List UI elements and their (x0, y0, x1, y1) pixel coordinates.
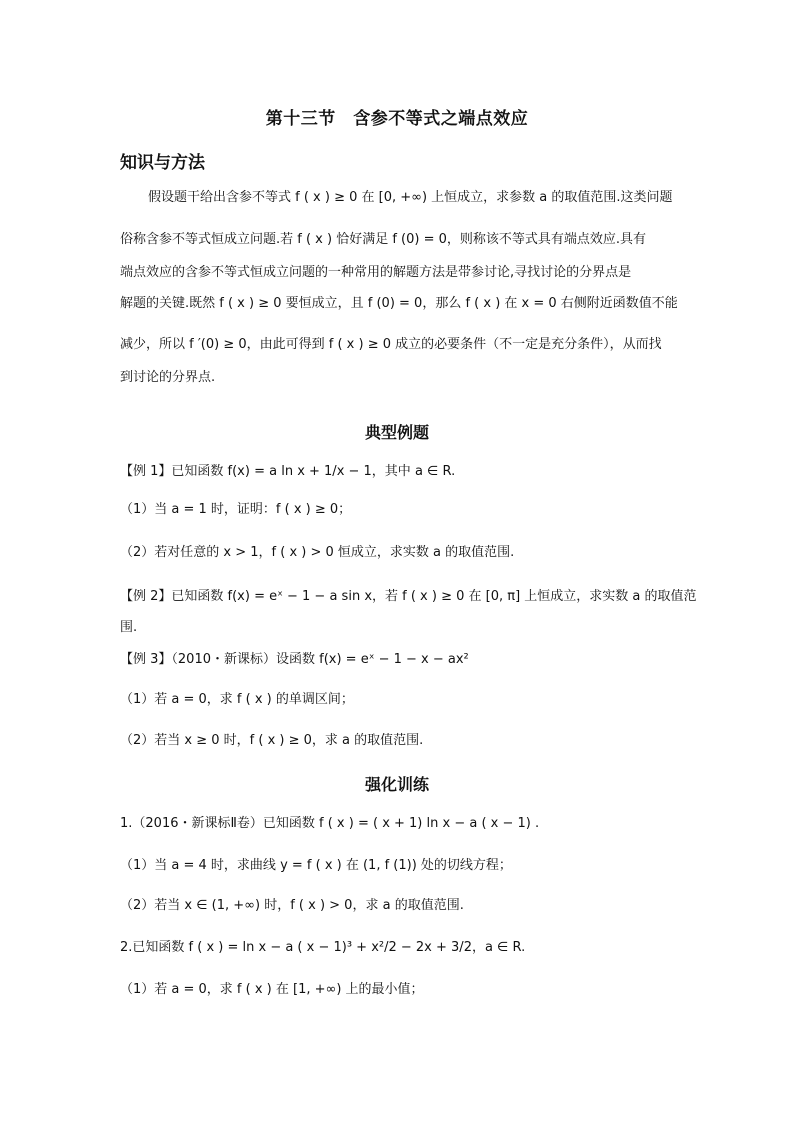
page-title: 第十三节 含参不等式之端点效应 (265, 109, 529, 129)
intro-line: 减少，所以 f ′(0) ≥ 0，由此可得到 f ( x ) ≥ 0 成立的必要条件（不一定是充分条件），从而找 (120, 337, 662, 352)
training-line: 2.已知函数 f ( x ) = ln x − a ( x − 1)³ + x²/2 − 2x + 3/2，a ∈ R. (120, 940, 526, 955)
training-line: 1.（2016・新课标Ⅱ卷）已知函数 f ( x ) = ( x + 1) ln x − a ( x − 1) . (120, 816, 540, 831)
intro-line: 俗称含参不等式恒成立问题.若 f ( x ) 恰好满足 f (0) = 0，则称该不等式具有端点效应.具有 (120, 232, 647, 247)
example-line: （2）若当 x ≥ 0 时，f ( x ) ≥ 0，求 a 的取值范围. (120, 733, 424, 748)
training-line: （1）当 a = 4 时，求曲线 y = f ( x ) 在 (1, f (1)) 处的切线方程； (120, 858, 512, 873)
intro-line: 假设题干给出含参不等式 f ( x ) ≥ 0 在 [0, +∞) 上恒成立，求参数 a 的取值范围.这类问题 (148, 190, 673, 205)
example-line: 围. (120, 620, 138, 635)
example-line: 【例 2】已知函数 f(x) = eˣ − 1 − a sin x，若 f ( x ) ≥ 0 在 [0, π] 上恒成立，求实数 a 的取值范 (120, 589, 697, 604)
example-line: 【例 3】（2010・新课标）设函数 f(x) = eˣ − 1 − x − ax² (120, 652, 469, 667)
training-line: （1）若 a = 0，求 f ( x ) 在 [1, +∞) 上的最小值； (120, 982, 424, 997)
example-line: （1）若 a = 0，求 f ( x ) 的单调区间； (120, 692, 354, 707)
intro-line: 端点效应的含参不等式恒成立问题的一种常用的解题方法是带参讨论,寻找讨论的分界点是 (120, 265, 632, 280)
intro-line: 到讨论的分界点. (120, 370, 216, 385)
section-heading-training: 强化训练 (364, 775, 429, 794)
example-line: （2）若对任意的 x > 1，f ( x ) > 0 恒成立，求实数 a 的取值范围. (120, 545, 515, 560)
example-line: 【例 1】已知函数 f(x) = a ln x + 1/x − 1，其中 a ∈ R. (120, 464, 456, 479)
section-heading-examples: 典型例题 (364, 423, 429, 442)
section-heading-knowledge: 知识与方法 (120, 153, 205, 173)
intro-line: 解题的关键.既然 f ( x ) ≥ 0 要恒成立，且 f (0) = 0，那么 f ( x ) 在 x = 0 右侧附近函数值不能 (120, 296, 678, 311)
example-line: （1）当 a = 1 时，证明：f ( x ) ≥ 0； (120, 502, 352, 517)
training-line: （2）若当 x ∈ (1, +∞) 时，f ( x ) > 0，求 a 的取值范围. (120, 898, 464, 913)
